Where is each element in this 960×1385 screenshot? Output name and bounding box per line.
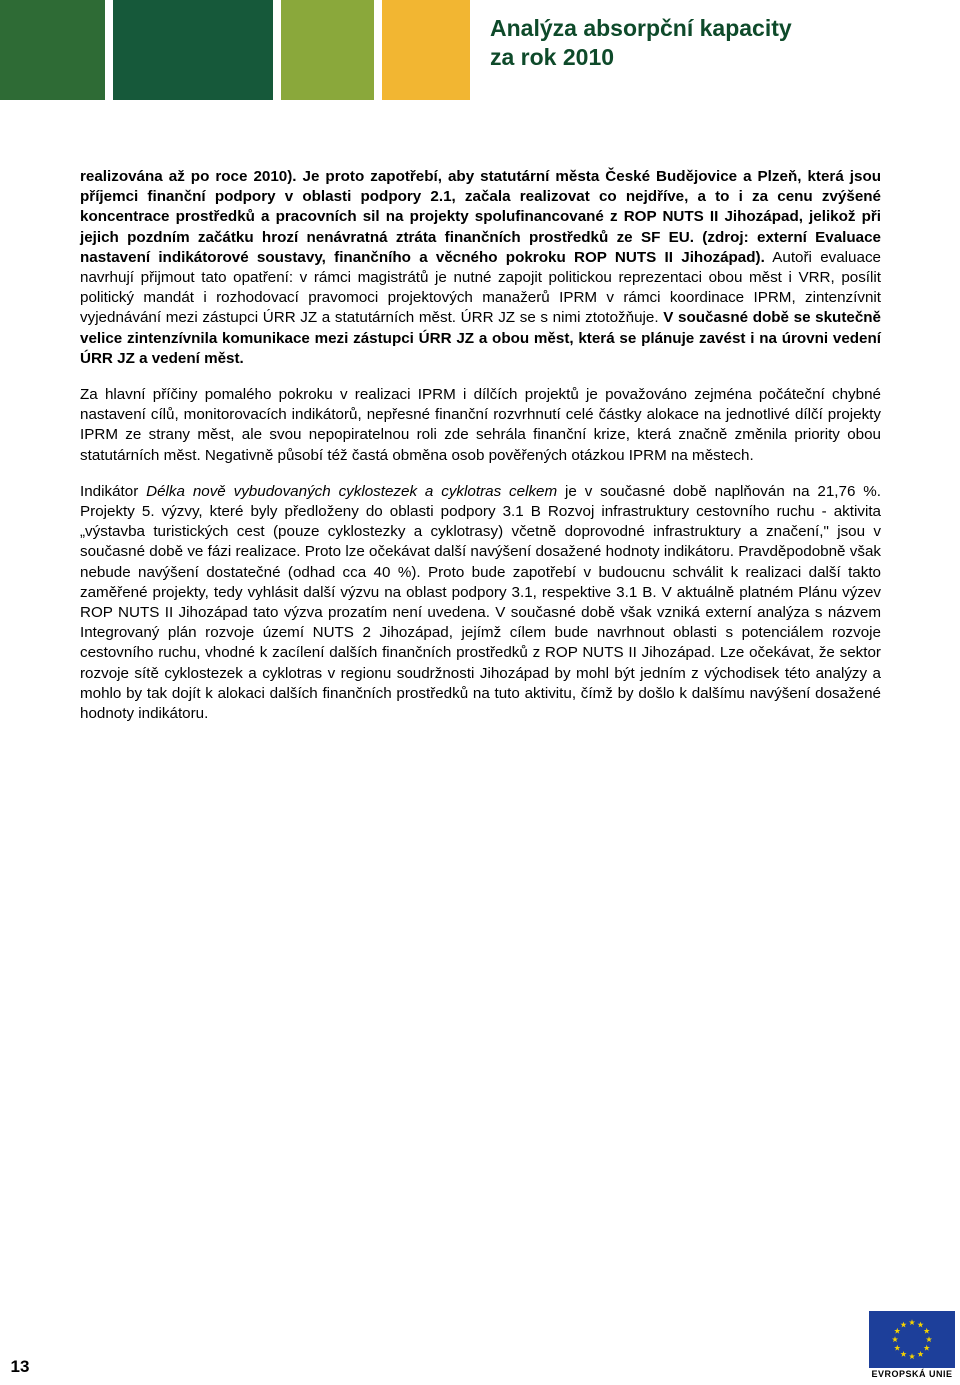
header-title-line-2: za rok 2010 xyxy=(490,44,615,70)
paragraph-3 xyxy=(80,482,881,724)
header-color-block-1 xyxy=(0,0,105,100)
paragraph-1-text: Autoři evaluace navrhují přijmout tato opatření: v rámci magistrátů je nutné zapojit politickou reprezentaci obou měst i VRR, posílit politický mandát i rozhodovací pravomoci projektových manažerů IPRM v rámci koordinace IPRM, zintenzívnit vyjednávání mezi zástupci ÚRR JZ a statutárních měst. ÚRR JZ se s nimi ztotožňuje. xyxy=(80,248,881,327)
indicator-name: Délka nově vybudovaných cyklostezek a cyklotras celkem xyxy=(146,482,558,500)
paragraph-3-prefix: Indikátor xyxy=(80,482,147,500)
paragraph-2: Za hlavní příčiny pomalého pokroku v realizaci IPRM i dílčích projektů je považováno zejména počáteční chybné nastavení cílů, monitorovacích indikátorů, nepřesné finanční rozvrhnutí celé částky alokace na jednotlivé dílčí projekty IPRM ze strany měst, ale svou nepopiratelnou roli zde sehrála finanční krize, která značně změnila priority obou statutárních měst. Negativně působí též častá obměna osob pověřených otázkou IPRM na městech. xyxy=(80,386,881,464)
header-color-block-3 xyxy=(281,0,374,100)
page-number: 13 xyxy=(10,1357,30,1376)
document-header-title xyxy=(490,14,950,72)
eu-flag-icon xyxy=(869,1311,955,1368)
paragraph-1-bold-text: realizována až po roce 2010). Je proto zapotřebí, aby statutární města České Budějovice a Plzeň, která jsou příjemci finanční podpory v oblasti podpory 2.1, začala realizovat co nejdříve, a to i za cenu zvýšené koncentrace prostředků a pracovních sil na projekty spolufinancované z ROP NUTS II Jihozápad, jelikož při jejich pozdním začátku hrozí nenávratná ztráta finančních prostředků ze SF EU. (zdroj: externí Evaluace nastavení indikátorové soustavy, finančního a věcného pokroku ROP NUTS II Jihozápad). xyxy=(80,168,881,266)
header-title-line-1: Analýza absorpční kapacity xyxy=(490,15,792,41)
document-body xyxy=(80,167,881,740)
paragraph-1 xyxy=(80,167,881,369)
eu-label: EVROPSKÁ UNIE xyxy=(871,1369,953,1379)
header-color-block-2 xyxy=(113,0,273,100)
paragraph-1-bold-end: V současné době se skutečně velice zintenzívnila komunikace mezi zástupci ÚRR JZ a obou měst, která se plánuje zavést i na úrovni vedení ÚRR JZ a vedení měst. xyxy=(80,309,882,367)
paragraph-3-text: je v současné době naplňován na 21,76 %. Projekty 5. výzvy, které byly předloženy do oblasti podpory 3.1 B Rozvoj infrastruktury cestovního ruchu - aktivita „výstavba turistických cest (pouze cyklostezky a cyklotrasy) včetně doprovodné infrastruktury a značení," jsou v současné době ve fázi realizace. Proto lze očekávat další navýšení dosažené hodnoty indikátoru. Pravděpodobně však nebude navýšení dostatečné (odhad cca 40 %). Proto bude zapotřebí v budoucnu schválit k realizaci další takto zaměřené projekty, tedy vyhlásit další výzvu na oblast podpory 3.1, respektive 3.1 B. V aktuálně platném Plánu výzev ROP NUTS II Jihozápad tato výzva prozatím není uvedena. V současné době však vzniká externí analýza s názvem Integrovaný plán rozvoje území NUTS 2 Jihozápad, jejímž cílem bude navrhnout oblasti s potenciálem rozvoje cestovního ruchu, vhodné k zacílení dalších finančních prostředků z ROP NUTS II Jihozápad. Lze očekávat, že sektor rozvoje sítě cyklostezek a cyklotras v regionu soudržnosti Jihozápad by mohl být jedním z východisek této analýzy a mohlo by tak dojít k alokaci dalších finančních prostředků na tuto aktivitu, čímž by došlo k dalšímu navýšení dosažené hodnoty indikátoru. xyxy=(80,482,881,723)
header-color-block-4 xyxy=(382,0,470,100)
